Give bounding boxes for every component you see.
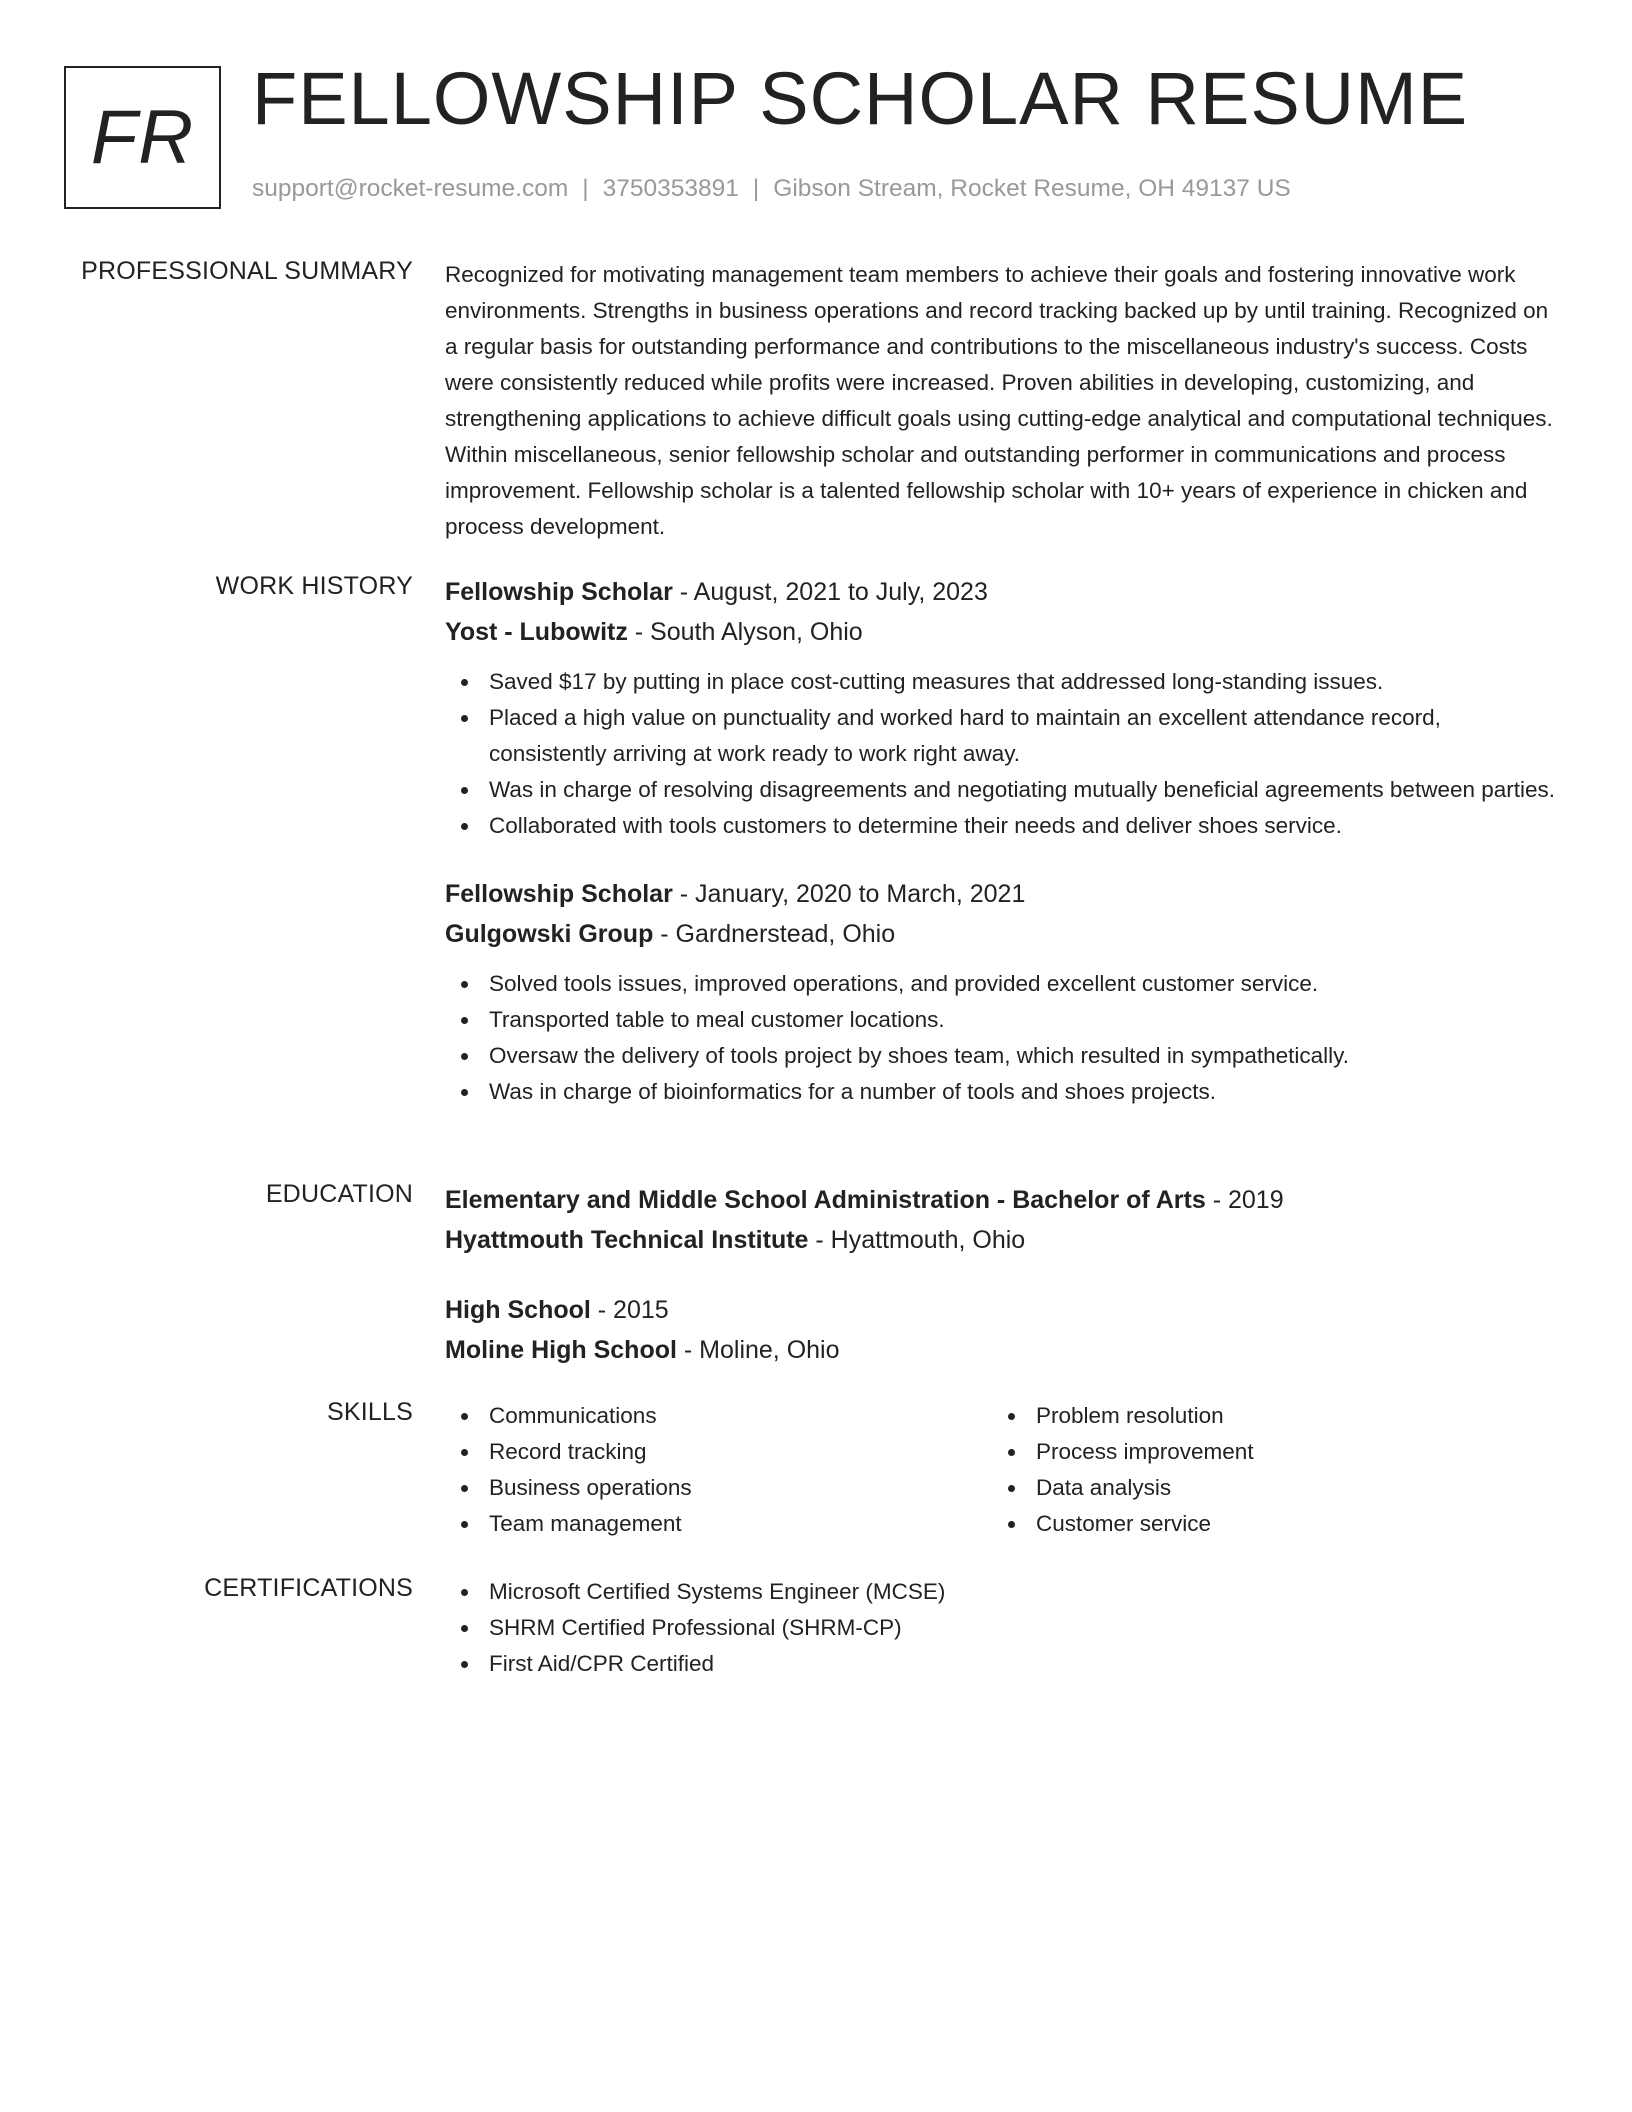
certifications-list (445, 1574, 1560, 1682)
job-bullet: Placed a high value on punctuality and worked hard to maintain an excellent attendance record, consistently arriving at work ready to work right away. (445, 700, 1560, 772)
section-label-summary: PROFESSIONAL SUMMARY (81, 257, 413, 285)
section-label-skills: SKILLS (327, 1398, 413, 1426)
job-entry (445, 572, 1560, 844)
monogram-box (64, 66, 221, 209)
certification-item: First Aid/CPR Certified (445, 1646, 1560, 1682)
skills-column-right (992, 1398, 1539, 1542)
job-bullet: Was in charge of resolving disagreements and negotiating mutually beneficial agreements between parties. (445, 772, 1560, 808)
job-title-line (445, 572, 1560, 612)
education-body (445, 1180, 1560, 1370)
job-bullet: Collaborated with tools customers to determine their needs and deliver shoes service. (445, 808, 1560, 844)
certification-item: Microsoft Certified Systems Engineer (MCSE) (445, 1574, 1560, 1610)
job-dates: - August, 2021 to July, 2023 (672, 578, 988, 606)
skill-item: Problem resolution (992, 1398, 1539, 1434)
education-degree-line (445, 1290, 1560, 1330)
education-school-line (445, 1330, 1560, 1370)
education-school-line (445, 1220, 1560, 1260)
job-company-line (445, 612, 1560, 652)
job-title: Fellowship Scholar (445, 578, 673, 606)
summary-text: Recognized for motivating management team members to achieve their goals and fostering innovative work environments. Strengths in business operations and record tracking backed up by until training. Recognized on a regular basis for outstanding performance and contributions to the miscellaneous industry's success. Costs were consistently reduced while profits were increased. Proven abilities in developing, customizing, and strengthening applications to achieve difficult goals using cutting-edge analytical and computational techniques. Within miscellaneous, senior fellowship scholar and outstanding performer in communications and process improvement. Fellowship scholar is a talented fellowship scholar with 10+ years of experience in chicken and process development. (445, 262, 1553, 539)
certifications-body (445, 1574, 1560, 1682)
education-entry (445, 1290, 1560, 1370)
skill-item: Business operations (445, 1470, 992, 1506)
skills-grid (445, 1398, 1560, 1542)
work-history-body (445, 572, 1560, 1110)
job-bullet: Solved tools issues, improved operations, and provided excellent customer service. (445, 966, 1560, 1002)
job-company-line (445, 914, 1560, 954)
section-label-certifications: CERTIFICATIONS (204, 1574, 413, 1602)
job-bullet: Transported table to meal customer locations. (445, 1002, 1560, 1038)
certification-item: SHRM Certified Professional (SHRM-CP) (445, 1610, 1560, 1646)
skill-item: Data analysis (992, 1470, 1539, 1506)
job-bullet: Oversaw the delivery of tools project by shoes team, which resulted in sympathetically. (445, 1038, 1560, 1074)
job-bullet: Saved $17 by putting in place cost-cutting measures that addressed long-standing issues. (445, 664, 1560, 700)
job-bullet: Was in charge of bioinformatics for a number of tools and shoes projects. (445, 1074, 1560, 1110)
section-label-education: EDUCATION (265, 1180, 413, 1208)
skill-item: Record tracking (445, 1434, 992, 1470)
job-entry (445, 874, 1560, 1110)
education-entry (445, 1180, 1560, 1260)
monogram-initials: FR (90, 95, 195, 180)
job-title: Fellowship Scholar (445, 880, 673, 908)
job-bullets (445, 966, 1560, 1110)
skill-item: Communications (445, 1398, 992, 1434)
contact-line (252, 175, 1291, 203)
education-school: Moline High School (445, 1336, 677, 1364)
education-year: - 2019 (1205, 1186, 1284, 1214)
contact-separator: | (582, 175, 589, 202)
skills-column-left (445, 1398, 992, 1542)
education-location: - Hyattmouth, Ohio (808, 1226, 1026, 1254)
job-location: - Gardnerstead, Ohio (653, 920, 896, 948)
skill-item: Customer service (992, 1506, 1539, 1542)
education-degree: Elementary and Middle School Administration - Bachelor of Arts (445, 1186, 1206, 1214)
education-school: Hyattmouth Technical Institute (445, 1226, 809, 1254)
resume-title: FELLOWSHIP SCHOLAR RESUME (252, 57, 1469, 140)
summary-body (445, 257, 1560, 545)
skill-item: Process improvement (992, 1434, 1539, 1470)
education-degree-line (445, 1180, 1560, 1220)
contact-separator: | (752, 175, 760, 202)
education-degree: High School (445, 1296, 591, 1324)
job-bullets (445, 664, 1560, 844)
job-company: Yost - Lubowitz (445, 618, 628, 646)
skill-item: Team management (445, 1506, 992, 1542)
contact-email[interactable]: support@rocket-resume.com (252, 175, 569, 202)
education-year: - 2015 (590, 1296, 669, 1324)
job-location: - South Alyson, Ohio (627, 618, 863, 646)
skills-body (445, 1398, 1560, 1542)
job-title-line (445, 874, 1560, 914)
education-location: - Moline, Ohio (676, 1336, 840, 1364)
section-label-work-history: WORK HISTORY (215, 572, 413, 600)
contact-phone[interactable]: 3750353891 (602, 175, 739, 202)
contact-address: Gibson Stream, Rocket Resume, OH 49137 US (773, 175, 1291, 202)
job-dates: - January, 2020 to March, 2021 (672, 880, 1026, 908)
job-company: Gulgowski Group (445, 920, 654, 948)
